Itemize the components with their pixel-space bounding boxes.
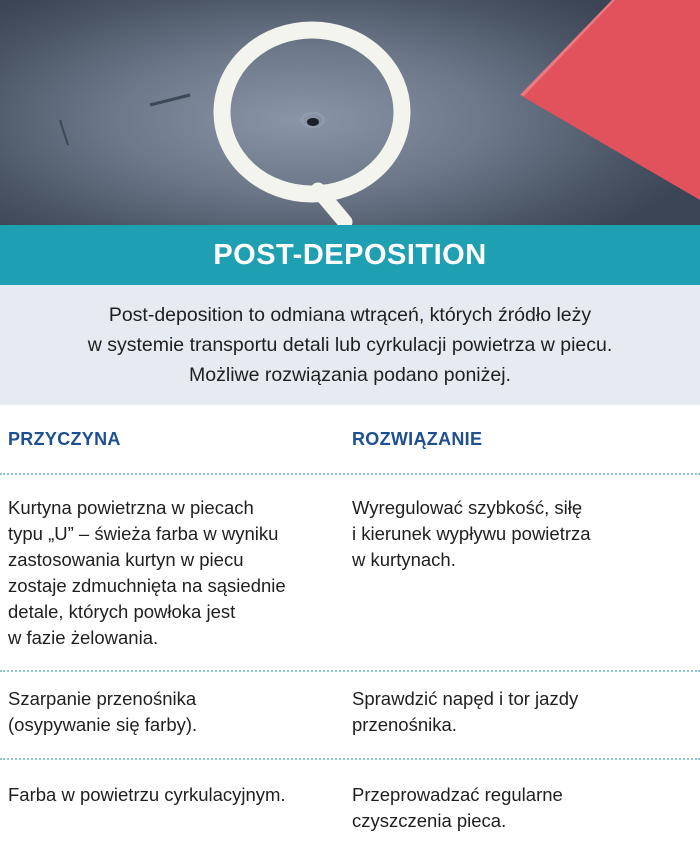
- chalk-circle-marker: [222, 30, 402, 194]
- cause-cell: Farba w powietrzu cyrkulacyjnym.: [8, 784, 286, 805]
- intro-box: [0, 285, 700, 405]
- table-row: [0, 760, 700, 860]
- intro-text: Post-deposition to odmiana wtrąceń, których źródło leży w systemie transportu detali lub cyrkulacji powietrza w piecu. Możliwe rozwiązania podano poniżej.: [87, 304, 613, 386]
- table-row: [0, 475, 700, 672]
- table-row: [0, 672, 700, 760]
- defect-spot: [307, 118, 319, 126]
- header-cause: PRZYCZYNA: [8, 428, 121, 449]
- solution-cell: Sprawdzić napęd i tor jazdy przenośnika.: [352, 688, 579, 735]
- cause-solution-table: [0, 405, 700, 860]
- cause-cell: Kurtyna powietrzna w piecach typu „U” – świeża farba w wyniku zastosowania kurtyn w piecu zostaje zdmuchnięta na sąsiednie detale, których powłoka jest w fazie żelowania.: [8, 497, 286, 648]
- header-solution: ROZWIĄZANIE: [352, 428, 483, 449]
- defect-photo-illustration: [0, 0, 700, 225]
- red-tag: [520, 0, 700, 200]
- cause-cell: Szarpanie przenośnika (osypywanie się farby).: [8, 688, 198, 735]
- table-header: [0, 405, 700, 475]
- section-title: POST-DEPOSITION: [213, 238, 487, 271]
- solution-cell: Wyregulować szybkość, siłę i kierunek wypływu powietrza w kurtynach.: [352, 497, 591, 570]
- solution-cell: Przeprowadzać regularne czyszczenia pieca.: [352, 784, 563, 831]
- defect-photo: [0, 0, 700, 225]
- section-banner: [0, 225, 700, 285]
